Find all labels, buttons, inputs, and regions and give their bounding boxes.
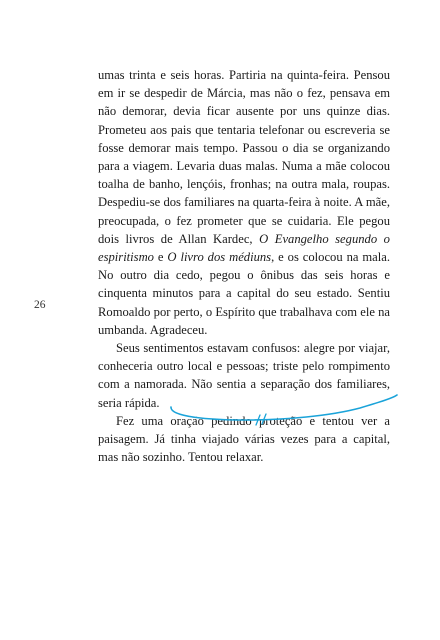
book-title-evangelho: O Evangelho segundo o espiritismo	[98, 231, 390, 265]
paragraph-1	[98, 66, 390, 339]
paragraph-3: Fez uma oração pedindo proteção e tentou ver a paisagem. Já tinha viajado várias vezes para a capital, mas não sozinho. Tentou relaxar.	[98, 413, 390, 465]
page-number: 26	[34, 299, 46, 311]
book-title-mediuns: O livro dos médiuns	[167, 250, 272, 265]
road-flourish-icon	[165, 392, 425, 432]
paragraph-1-text-a: umas trinta e seis horas. Partiria na quinta-feira. Pensou em ir se despedir de Márcia, mas não o fez, pensava em não demorar, devia ficar ausente por uns quinze dias. Prometeu aos pais que tentaria telefonar ou escreveria se fosse demorar mais tempo. Passou o dia se organizando para a viagem. Levaria duas malas. Numa a mãe colocou toalha de banho, lençóis, fronhas; na outra mala, roupas. Despediu-se dos familiares na quarta-feira à noite. A mãe, preocupada, o fez prometer que se cuidaria. Ele pegou dois livros de Allan Kardec,	[98, 68, 390, 246]
paragraph-1-text-c: , e os colocou na mala. No outro dia cedo, pegou o ônibus das seis horas e cinquenta minutos para a capital do seu estado. Sentiu Romoaldo por perto, o Espírito que trabalhava com ele na umbanda. Agradeceu.	[98, 250, 390, 337]
paragraph-1-text-b: e	[153, 250, 168, 265]
paragraph-2: Seus sentimentos estavam confusos: alegre por viajar, conheceria outro local e pessoas; triste pelo rompimento com a namorada. Não sentia a separação dos familiares, seria rápida.	[98, 341, 390, 410]
